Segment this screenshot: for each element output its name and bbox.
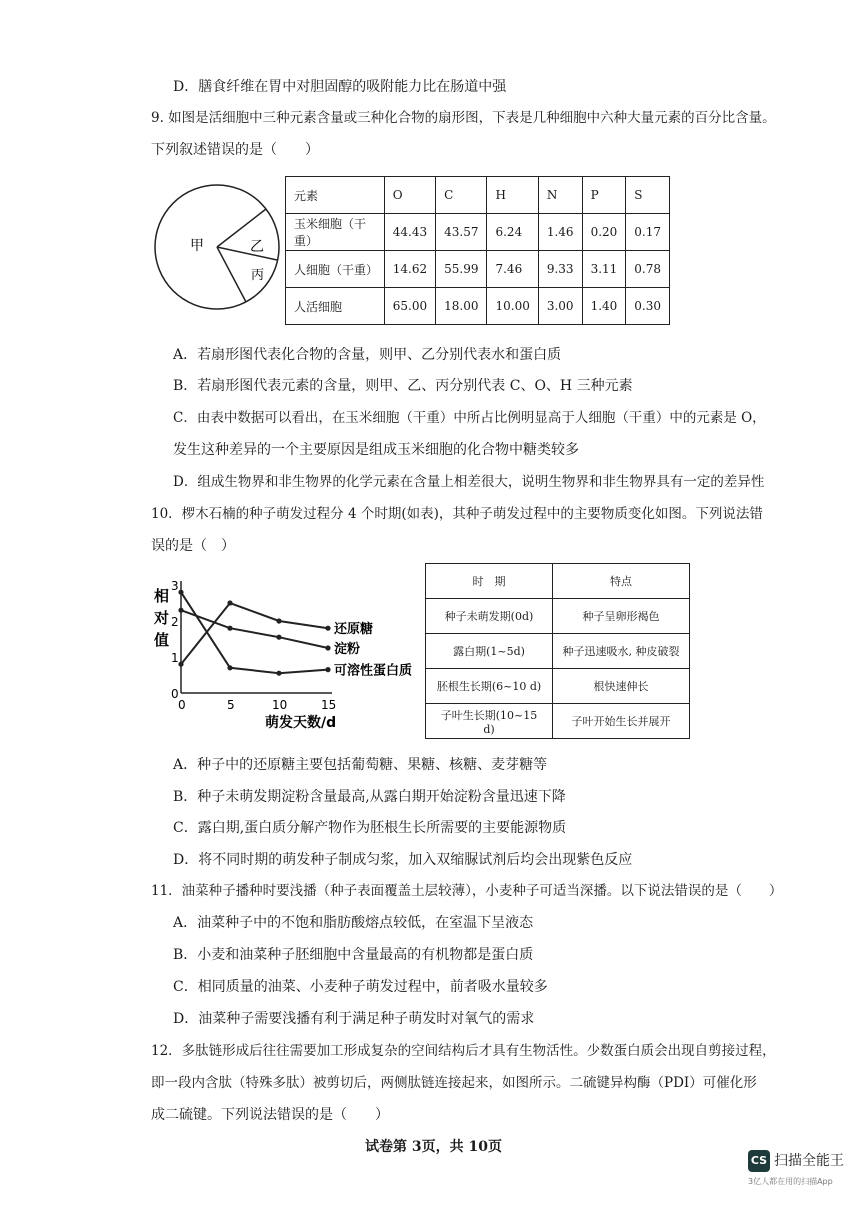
table-cell: P bbox=[582, 177, 626, 214]
q11-option-a: A．油菜种子中的不饱和脂肪酸熔点较低，在室温下呈液态 bbox=[173, 915, 534, 931]
pie-label-bing: 丙 bbox=[251, 268, 265, 283]
data-point bbox=[178, 662, 183, 667]
table-cell: 18.00 bbox=[436, 288, 487, 325]
table-row bbox=[286, 288, 670, 325]
page-footer: 试卷第 3页，共 10页 bbox=[365, 1139, 502, 1155]
y-axis-label: 相 bbox=[154, 587, 170, 605]
series-label: 可溶性蛋白质 bbox=[334, 663, 413, 679]
q10-option-a: A．种子中的还原糖主要包括葡萄糖、果糖、核糖、麦芽糖等 bbox=[173, 757, 548, 773]
data-point bbox=[276, 671, 281, 676]
table-cell: C bbox=[436, 177, 487, 214]
series-line bbox=[181, 610, 328, 648]
data-point bbox=[178, 590, 183, 595]
table-cell: 子叶开始生长并展开 bbox=[553, 704, 690, 739]
x-axis-label: 萌发天数/d bbox=[265, 715, 337, 731]
table-cell: 胚根生长期(6~10 d) bbox=[426, 669, 553, 704]
x-tick-label: 15 bbox=[321, 698, 337, 712]
table-cell: S bbox=[626, 177, 670, 214]
q10-stem-line1: 10．椤木石楠的种子萌发过程分 4 个时期(如表)，其种子萌发过程中的主要物质变化如图。下列说法错 bbox=[151, 506, 763, 522]
pie-label-jia: 甲 bbox=[190, 238, 204, 254]
q9-pie-diagram bbox=[150, 180, 290, 320]
series-label: 淀粉 bbox=[334, 642, 361, 657]
table-cell: 44.43 bbox=[384, 214, 435, 251]
q10-option-d: D．将不同时期的萌发种子制成匀浆，加入双缩脲试剂后均会出现紫色反应 bbox=[173, 852, 633, 868]
x-tick-label: 5 bbox=[227, 698, 235, 712]
table-cell: 元素 bbox=[286, 177, 385, 214]
cs-logo-icon: CS bbox=[748, 1150, 770, 1172]
table-cell: 玉米细胞（干重） bbox=[286, 214, 385, 251]
q9-option-d: D．组成生物界和非生物界的化学元素在含量上相差很大，说明生物界和非生物界具有一定的差异性 bbox=[173, 474, 765, 490]
q9-option-c-line2: 发生这种差异的一个主要原因是组成玉米细胞的化合物中糖类较多 bbox=[173, 442, 579, 458]
brand-tagline: 3亿人都在用的扫描App bbox=[748, 1177, 833, 1186]
table-cell: 3.11 bbox=[582, 251, 626, 288]
table-row bbox=[286, 251, 670, 288]
table-cell: 10.00 bbox=[487, 288, 538, 325]
table-cell: 0.78 bbox=[626, 251, 670, 288]
table-cell: 0.20 bbox=[582, 214, 626, 251]
table-header-row bbox=[286, 177, 670, 214]
table-cell: 露白期(1~5d) bbox=[426, 634, 553, 669]
table-cell: 人活细胞 bbox=[286, 288, 385, 325]
table-row bbox=[426, 599, 690, 634]
table-cell: 0.17 bbox=[626, 214, 670, 251]
table-cell: 时 期 bbox=[426, 564, 553, 599]
y-tick-label: 0 bbox=[171, 687, 179, 701]
q9-option-a: A．若扇形图代表化合物的含量，则甲、乙分别代表水和蛋白质 bbox=[173, 347, 562, 363]
brand-name: 扫描全能王 bbox=[774, 1153, 844, 1169]
q8-option-d: D．膳食纤维在胃中对胆固醇的吸附能力比在肠道中强 bbox=[173, 79, 507, 95]
q10-period-table bbox=[425, 563, 690, 739]
q9-option-b: B．若扇形图代表元素的含量，则甲、乙、丙分别代表 C、O、H 三种元素 bbox=[173, 378, 633, 394]
table-cell: 6.24 bbox=[487, 214, 538, 251]
table-cell: 3.00 bbox=[538, 288, 582, 325]
table-cell: 14.62 bbox=[384, 251, 435, 288]
y-axis-label: 值 bbox=[154, 631, 170, 649]
data-point bbox=[276, 635, 281, 640]
table-row bbox=[426, 669, 690, 704]
q11-option-c: C．相同质量的油菜、小麦种子萌发过程中，前者吸水量较多 bbox=[173, 979, 548, 995]
q9-element-table bbox=[285, 176, 670, 325]
q12-stem-line2: 即一段内含肽（特殊多肽）被剪切后，两侧肽链连接起来，如图所示。二硫键异构酶（PDI）可催化形 bbox=[151, 1075, 757, 1091]
q11-option-b: B．小麦和油菜种子胚细胞中含量最高的有机物都是蛋白质 bbox=[173, 947, 534, 963]
y-tick-label: 3 bbox=[171, 579, 179, 593]
series-label: 还原糖 bbox=[334, 622, 374, 638]
table-cell: 7.46 bbox=[487, 251, 538, 288]
x-tick-label: 10 bbox=[272, 698, 288, 712]
table-cell: 43.57 bbox=[436, 214, 487, 251]
q9-stem-line2: 下列叙述错误的是（ ） bbox=[151, 142, 319, 158]
data-point bbox=[325, 645, 330, 650]
data-point bbox=[227, 665, 232, 670]
q10-option-c: C．露白期,蛋白质分解产物作为胚根生长所需要的主要能源物质 bbox=[173, 820, 567, 836]
table-cell: 9.33 bbox=[538, 251, 582, 288]
table-cell: 1.46 bbox=[538, 214, 582, 251]
x-tick-label: 0 bbox=[178, 698, 186, 712]
table-cell: 特点 bbox=[553, 564, 690, 599]
table-cell: 55.99 bbox=[436, 251, 487, 288]
y-axis-label: 对 bbox=[154, 609, 170, 627]
table-cell: 根快速伸长 bbox=[553, 669, 690, 704]
q11-stem: 11．油菜种子播种时要浅播（种子表面覆盖土层较薄），小麦种子可适当深播。以下说法错误的是（ ） bbox=[151, 883, 783, 899]
scanner-watermark bbox=[748, 1148, 860, 1192]
q12-stem-line3: 成二硫键。下列说法错误的是（ ） bbox=[151, 1107, 389, 1123]
y-tick-label: 2 bbox=[171, 615, 179, 629]
table-cell: O bbox=[384, 177, 435, 214]
q10-stem-line2: 误的是（ ） bbox=[151, 538, 235, 554]
q10-line-chart bbox=[148, 575, 428, 735]
data-point bbox=[276, 618, 281, 623]
q9-stem-line1: 9. 如图是活细胞中三种元素含量或三种化合物的扇形图，下表是几种细胞中六种大量元素的百分比含量。 bbox=[151, 110, 776, 126]
table-cell: 人细胞（干重） bbox=[286, 251, 385, 288]
data-point bbox=[227, 626, 232, 631]
q10-option-b: B．种子未萌发期淀粉含量最高,从露白期开始淀粉含量迅速下降 bbox=[173, 789, 566, 805]
q11-option-d: D．油菜种子需要浅播有利于满足种子萌发时对氧气的需求 bbox=[173, 1011, 535, 1027]
data-point bbox=[227, 600, 232, 605]
pie-label-yi: 乙 bbox=[250, 239, 264, 255]
table-cell: 1.40 bbox=[582, 288, 626, 325]
table-cell: H bbox=[487, 177, 538, 214]
table-cell: N bbox=[538, 177, 582, 214]
table-row bbox=[426, 704, 690, 739]
data-point bbox=[325, 626, 330, 631]
table-row bbox=[286, 214, 670, 251]
table-header-row bbox=[426, 564, 690, 599]
table-cell: 种子迅速吸水, 种皮破裂 bbox=[553, 634, 690, 669]
table-row bbox=[426, 634, 690, 669]
table-cell: 0.30 bbox=[626, 288, 670, 325]
q12-stem-line1: 12．多肽链形成后往往需要加工形成复杂的空间结构后才具有生物活性。少数蛋白质会出现自剪接过程， bbox=[151, 1043, 776, 1059]
y-tick-label: 1 bbox=[171, 651, 179, 665]
table-cell: 65.00 bbox=[384, 288, 435, 325]
table-cell: 种子呈卵形褐色 bbox=[553, 599, 690, 634]
data-point bbox=[178, 608, 183, 613]
q9-option-c-line1: C．由表中数据可以看出，在玉米细胞（干重）中所占比例明显高于人细胞（干重）中的元素是 O， bbox=[173, 410, 766, 426]
table-cell: 种子未萌发期(0d) bbox=[426, 599, 553, 634]
data-point bbox=[325, 667, 330, 672]
table-cell: 子叶生长期(10~15 d) bbox=[426, 704, 553, 739]
